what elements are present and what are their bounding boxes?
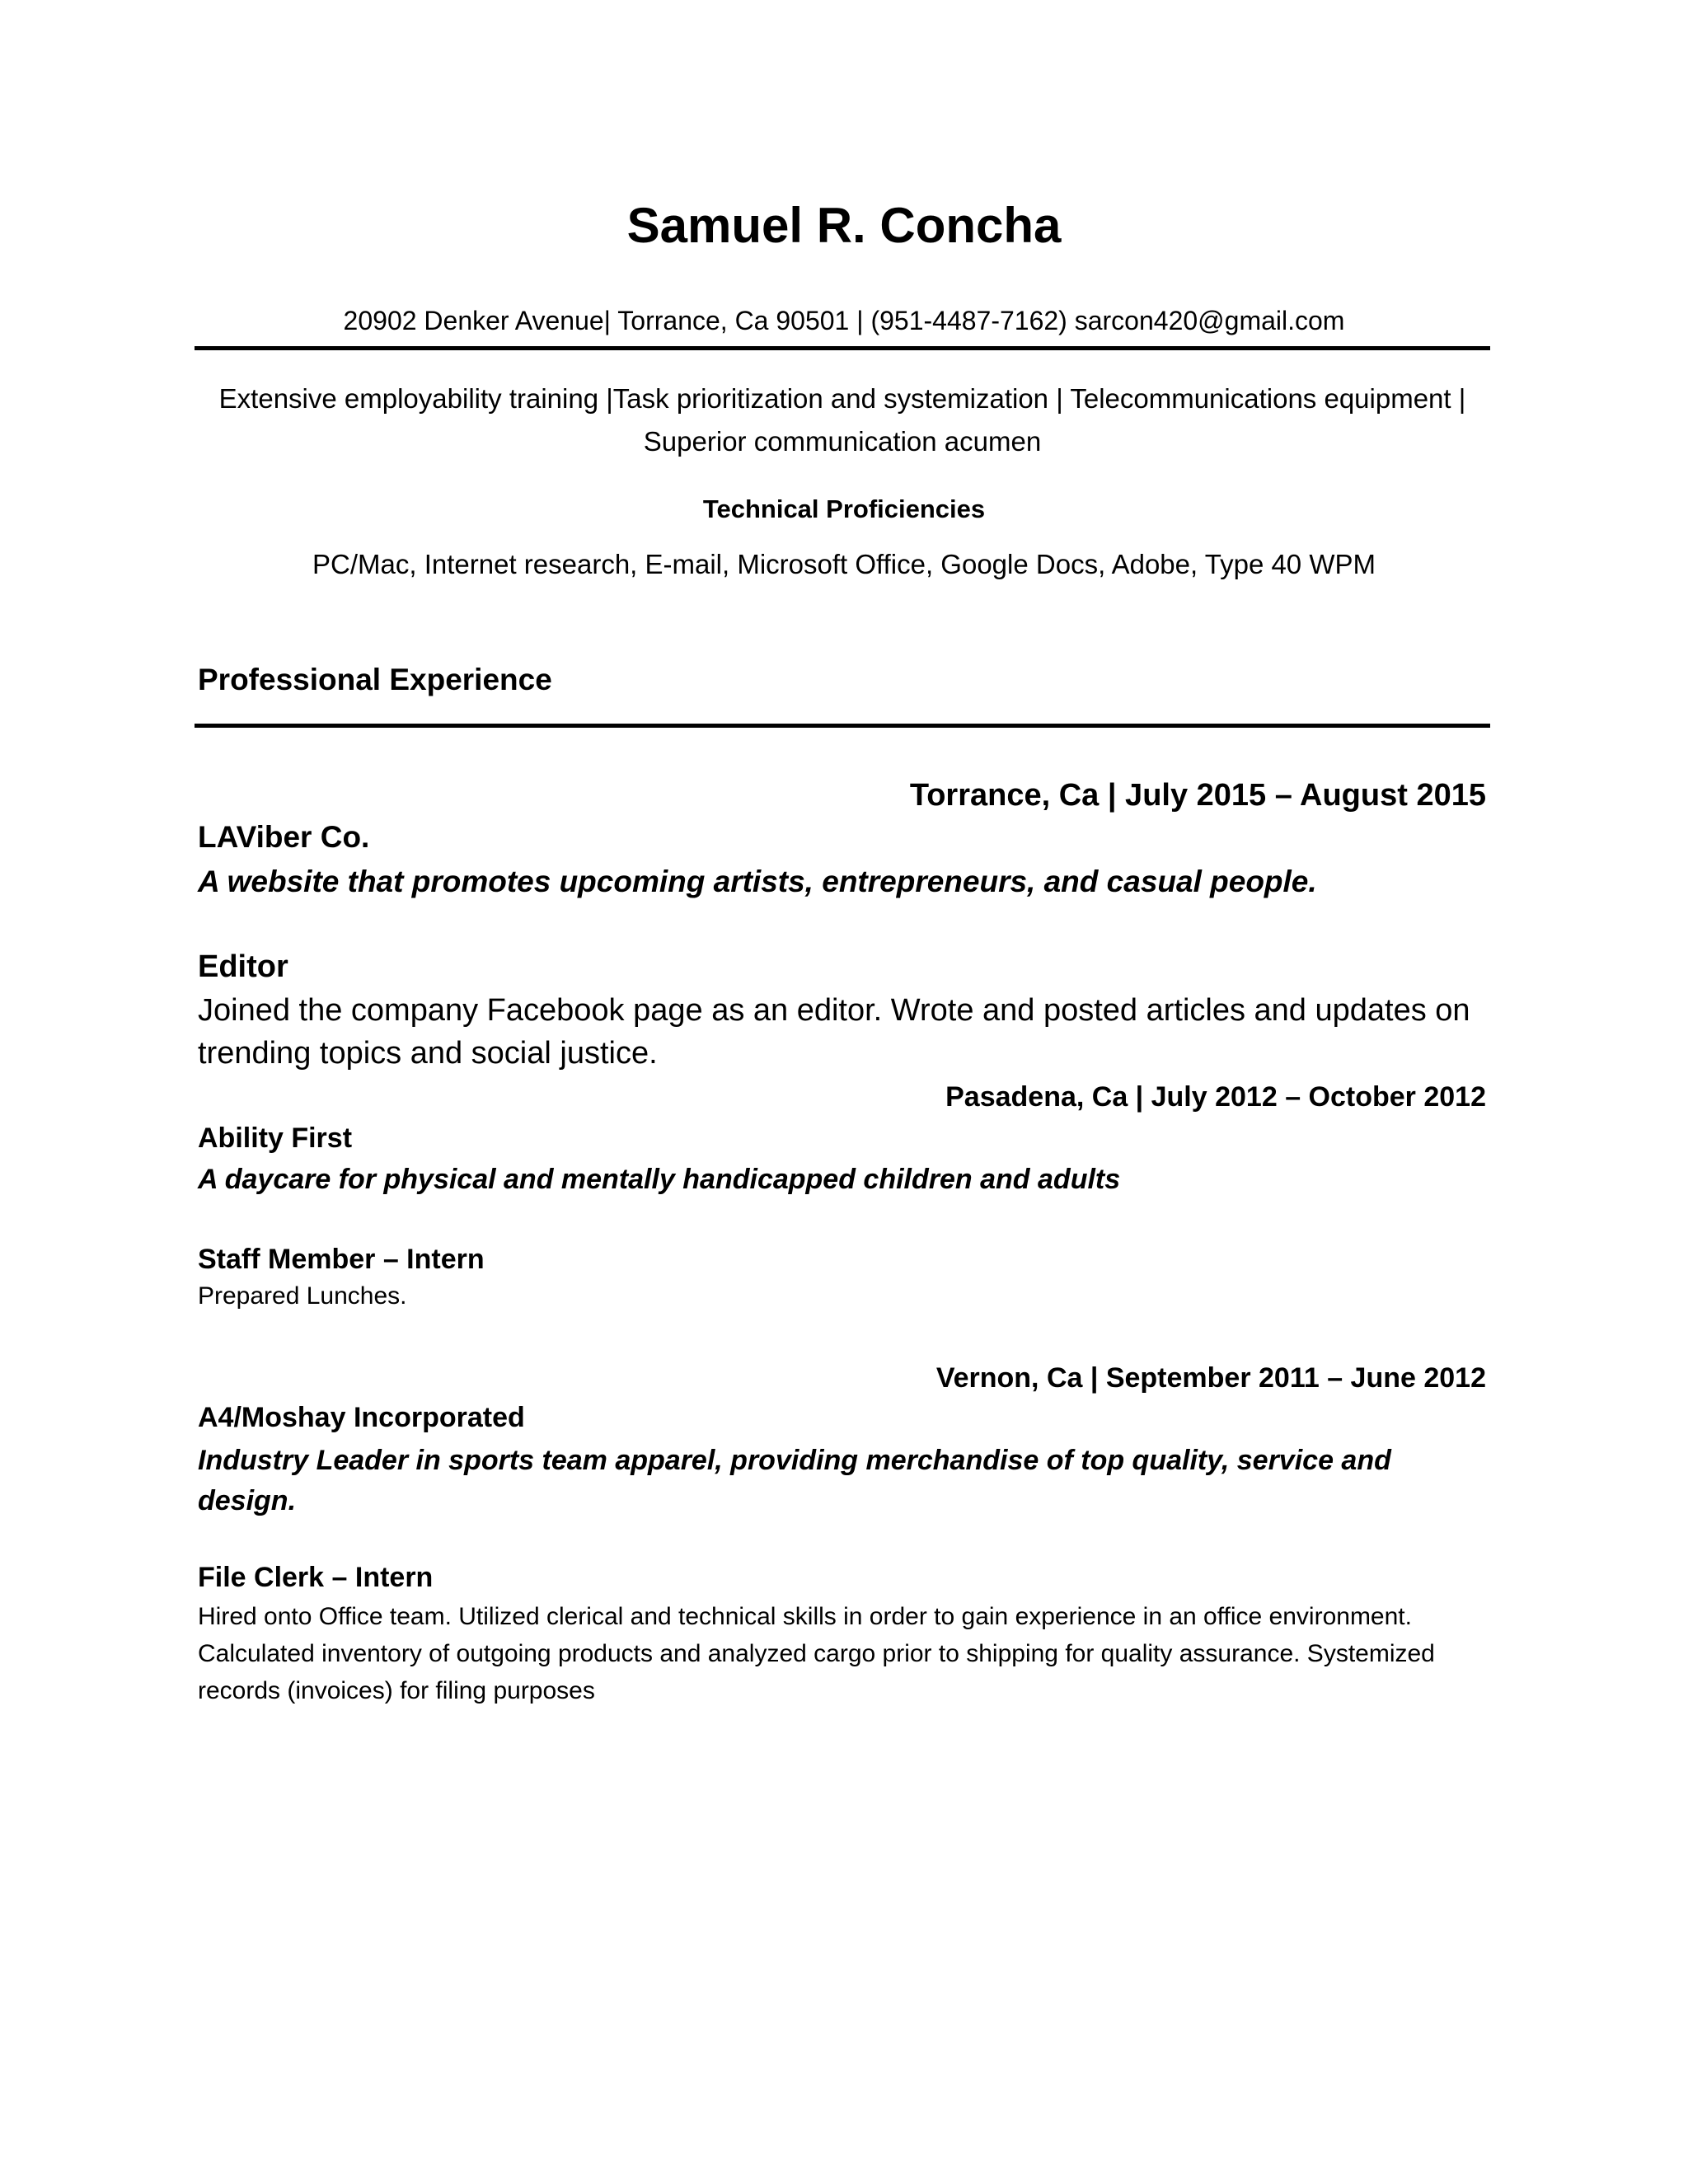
- job-details: Prepared Lunches.: [198, 1282, 407, 1310]
- job-details: Hired onto Office team. Utilized clerical and technical skills in order to gain experience in an office environment. Calculated inventory of outgoing products and analyzed cargo prior to shipping for quality assurance. Systemized records (invoices) for filing purposes: [198, 1603, 1435, 1704]
- job-title: Staff Member – Intern: [198, 1244, 485, 1275]
- job-title: Editor: [198, 949, 288, 984]
- section-divider: [195, 724, 1490, 728]
- professional-experience-heading: Professional Experience: [198, 663, 552, 696]
- job-company-description: A website that promotes upcoming artists, entrepreneurs, and casual people.: [198, 865, 1317, 898]
- job-company: Ability First: [198, 1122, 353, 1154]
- job-company: LAViber Co.: [198, 820, 370, 854]
- technical-proficiencies-list: PC/Mac, Internet research, E-mail, Microsoft Office, Google Docs, Adobe, Type 40 WPM: [312, 549, 1376, 579]
- contact-line: 20902 Denker Avenue| Torrance, Ca 90501 | (951-4487-7162) sarcon420@gmail.com: [343, 306, 1345, 335]
- job-location-dates: Torrance, Ca | July 2015 – August 2015: [909, 778, 1486, 813]
- job-company-description: A daycare for physical and mentally handicapped children and adults: [198, 1164, 1121, 1195]
- candidate-name: Samuel R. Concha: [626, 198, 1062, 253]
- job-location-dates: Vernon, Ca | September 2011 – June 2012: [935, 1362, 1486, 1394]
- job-details: Joined the company Facebook page as an editor. Wrote and posted articles and updates on trending topics and social justice.: [198, 993, 1470, 1071]
- technical-proficiencies-heading: Technical Proficiencies: [702, 494, 986, 523]
- job-title: File Clerk – Intern: [198, 1562, 434, 1593]
- header-divider: [195, 346, 1490, 350]
- skills-summary: Extensive employability training |Task prioritization and systemization | Telecommunications equipment | Superior communication acumen: [218, 383, 1466, 457]
- job-company: A4/Moshay Incorporated: [198, 1402, 525, 1433]
- job-company-description: Industry Leader in sports team apparel, providing merchandise of top quality, service and design.: [198, 1445, 1391, 1516]
- job-location-dates: Pasadena, Ca | July 2012 – October 2012: [945, 1081, 1486, 1113]
